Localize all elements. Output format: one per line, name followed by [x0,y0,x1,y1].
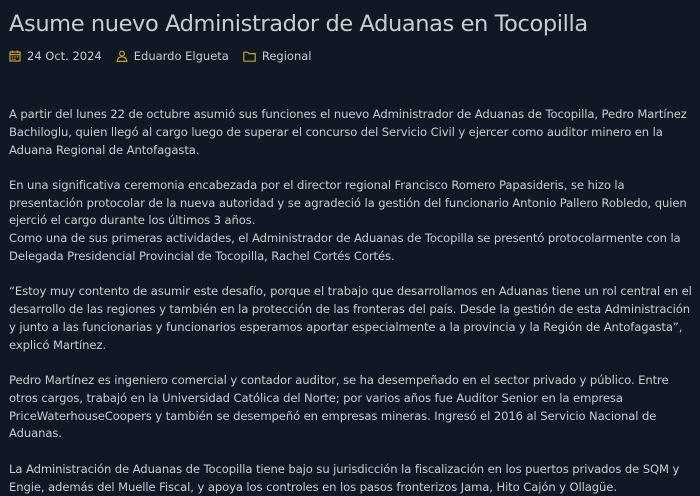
meta-category [243,49,312,63]
article-body [9,106,697,496]
folder-icon [243,51,256,62]
paragraph: “Estoy muy contento de asumir este desafío, porque el trabajo que desarrollamos en Aduanas tiene un rol central en el desarrollo de las regiones y también en la protección de las fronteras del país. Desde la gestión de esta Administración y junto a las funcionarias y funcionarios esperamos aportar especialmente a la provincia y la Región de Antofagasta”, explicó Martínez. [9,284,692,352]
paragraph: La Administración de Aduanas de Tocopilla tiene bajo su jurisdicción la fiscalización en los puertos privados de SQM y Engie, además del Muelle Fiscal, y apoya los controles en los pasos fronterizos Jama, Hito Cajón y Ollagüe. [9,461,680,494]
paragraph: En una significativa ceremonia encabezada por el director regional Francisco Romero Papasideris, se hizo la presentación protocolar de la nueva autoridad y se agradeció la gestión del funcionario Antonio Pallero Robledo, quien ejerció el cargo durante los últimos 3 años. [9,177,687,228]
article-meta [9,47,325,65]
user-icon [116,50,128,62]
author-link[interactable]: Eduardo Elgueta [133,49,229,63]
meta-date-text: 24 Oct. 2024 [27,49,102,63]
paragraph: A partir del lunes 22 de octubre asumió sus funciones el nuevo Administrador de Aduanas de Tocopilla, Pedro Martínez Bachiloglu, quien llegó al cargo luego de superar el concurso del Servicio Civil y ejercer como auditor minero en la Aduana Regional de Antofagasta. [9,107,687,157]
paragraph: Pedro Martínez es ingeniero comercial y contador auditor, se ha desempeñado en el sector privado y público. Entre otros cargos, trabajó en la Universidad Católica del Norte; por varios años fue Auditor Senior en la empresa PriceWaterhouseCoopers y también se desempeñó en empresas mineras. Ingresó el 2016 al Servicio Nacional de Aduanas. [9,373,669,441]
paragraph: Como una de sus primeras actividades, el Administrador de Aduanas de Tocopilla se presentó protocolarmente con la Delegada Presidencial Provincial de Tocopilla, Rachel Cortés Cortés. [9,231,681,264]
meta-author [116,49,229,63]
meta-date [9,49,102,63]
article-title: Asume nuevo Administrador de Aduanas en Tocopilla [9,11,588,37]
calendar-icon [9,50,21,62]
category-link[interactable]: Regional [261,49,312,63]
